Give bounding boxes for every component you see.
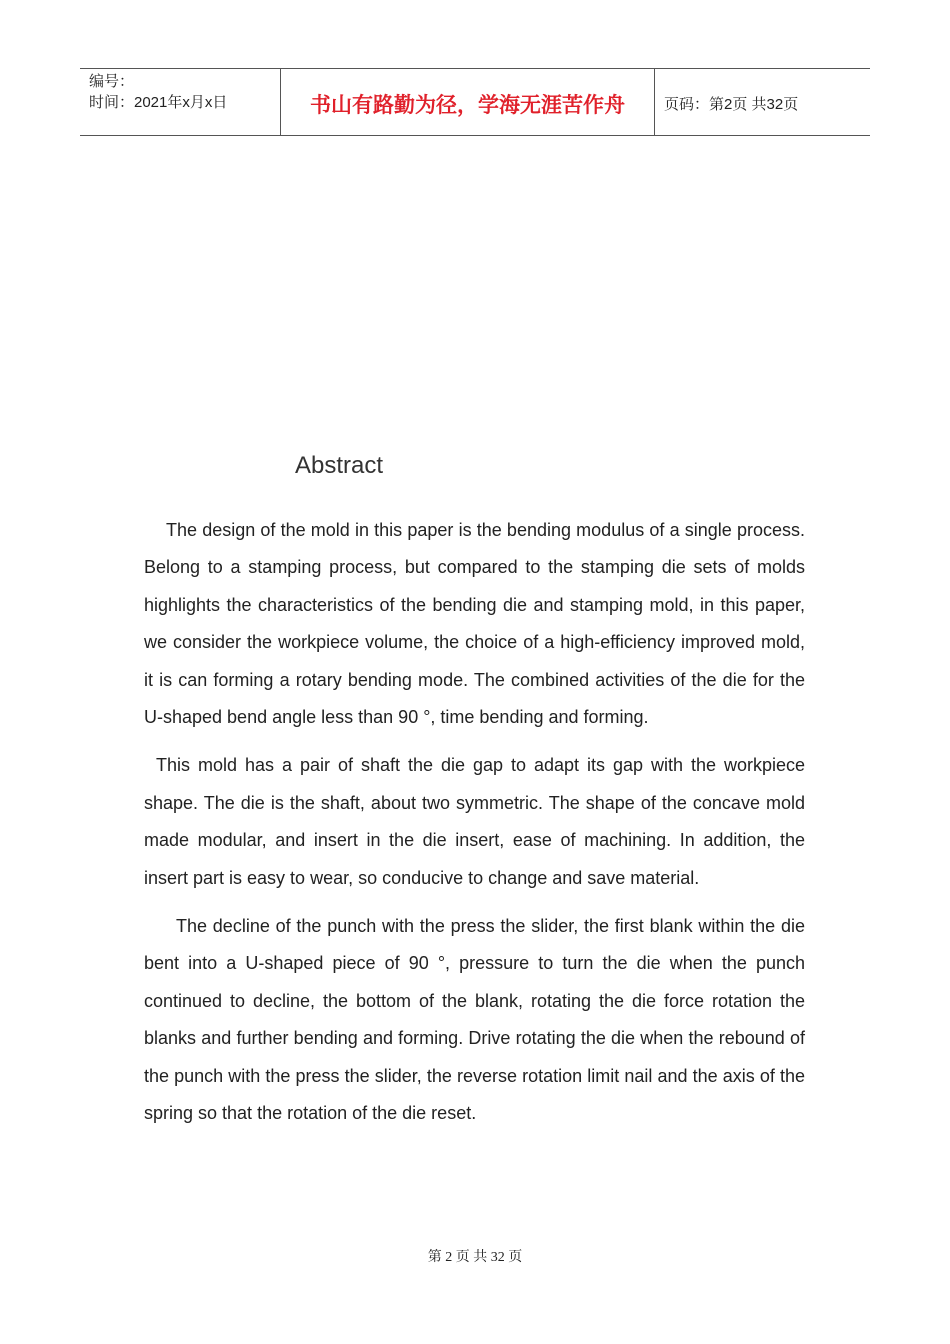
header-page-label: 页码：第2页 共32页 bbox=[664, 95, 799, 113]
header-page-cell bbox=[655, 69, 870, 135]
abstract-paragraph-1: The design of the mold in this paper is the bending modulus of a single process. Belong to a stamping process, but compared to the stamping die sets of molds highlights the characteristics of the bending die and stamping mold, in this paper, we consider the workpiece volume, the choice of a high-efficiency improved mold, it is can forming a rotary bending mode. The combined activities of the die for the U-shaped bend angle less than 90 °, time bending and forming. bbox=[144, 520, 805, 728]
abstract-body bbox=[144, 512, 805, 1133]
header-motto-cell bbox=[281, 69, 655, 135]
abstract-paragraph-3: The decline of the punch with the press the slider, the first blank within the die bent into a U-shaped piece of 90 °, pressure to turn the die when the punch continued to decline, the bottom of the blank, rotating the die force rotation the blanks and further bending and forming. Drive rotating the die when the rebound of the punch with the press the slider, the reverse rotation limit nail and the axis of the spring so that the rotation of the die reset. bbox=[144, 916, 805, 1124]
header-date-label: 时间：2021年x月x日 bbox=[89, 94, 228, 111]
abstract-title: Abstract bbox=[295, 452, 384, 479]
page-footer: 第 2 页 共 32 页 bbox=[427, 1250, 523, 1265]
abstract-paragraph-2: This mold has a pair of shaft the die gap to adapt its gap with the workpiece shape. The die is the shaft, about two symmetric. The shape of the concave mold made modular, and insert in the die insert, ease of machining. In addition, the insert part is easy to wear, so conducive to change and save material. bbox=[144, 755, 805, 888]
header-motto: 书山有路勤为径，学海无涯苦作舟 bbox=[310, 94, 625, 117]
header-number-label: 编号： bbox=[89, 73, 135, 90]
page-header bbox=[80, 68, 870, 136]
header-meta bbox=[80, 69, 281, 135]
